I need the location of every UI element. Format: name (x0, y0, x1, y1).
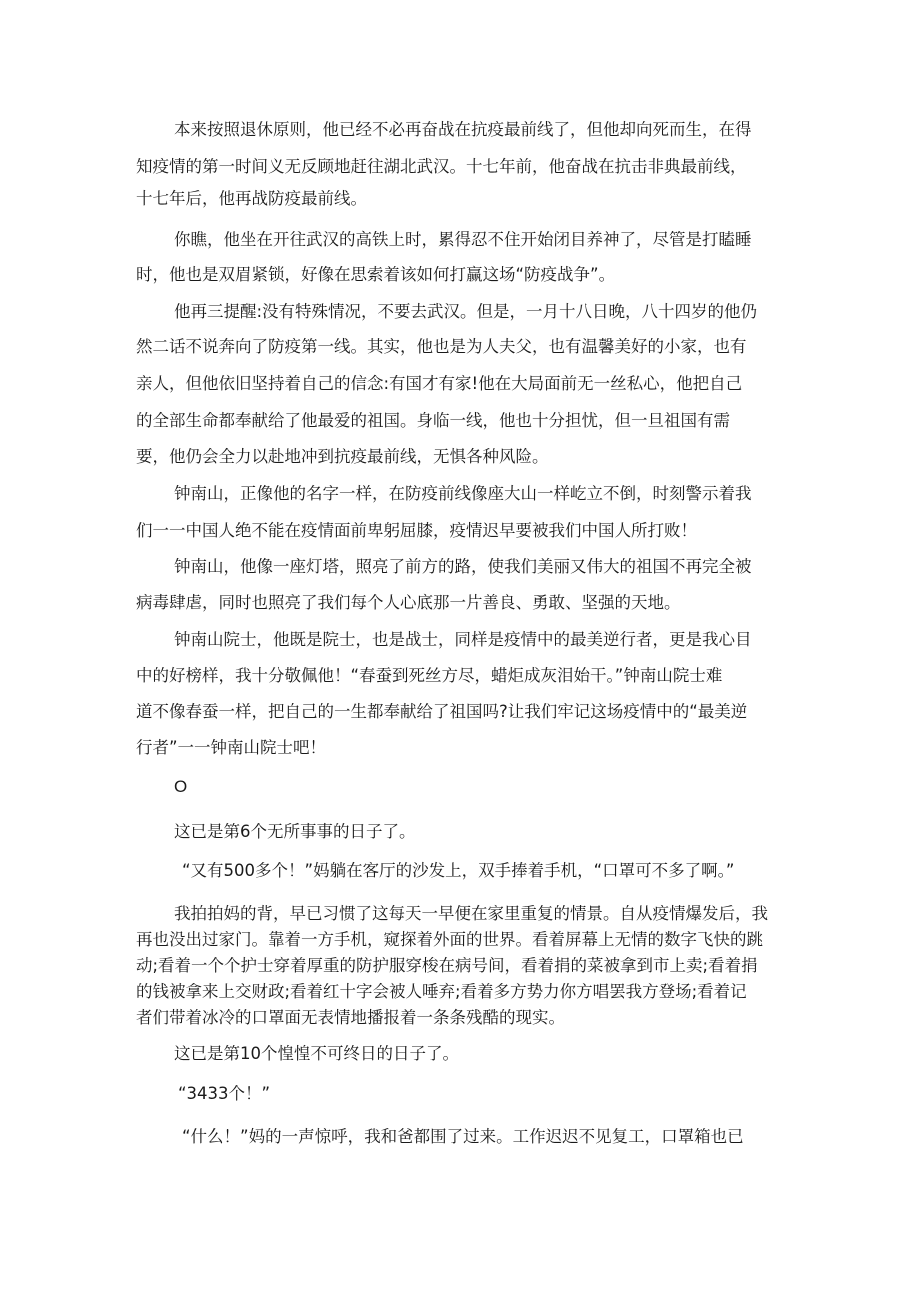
text-line: 时，他也是双眉紧锁，好像在思索着该如何打赢这场“防疫战争”。 (136, 265, 616, 284)
text-line: 十七年后，他再战防疫最前线。 (136, 189, 367, 208)
text-line: 要，他仍会全力以赴地冲到抗疫最前线，无惧各种风险。 (136, 447, 549, 466)
text-line: 动;看着一个个护士穿着厚重的防护服穿梭在病号间，看着捐的菜被拿到市上卖;看着捐 (136, 956, 758, 975)
section-separator: O (174, 777, 188, 796)
text-line: “3433个！” (178, 1084, 271, 1103)
text-line: 你瞧，他坐在开往武汉的高铁上时，累得忍不住开始闭目养神了，尽管是打瞌睡 (174, 230, 752, 249)
text-line: 他再三提醒:没有特殊情况，不要去武汉。但是，一月十八日晚，八十四岁的他仍 (174, 302, 758, 321)
text-line: 的钱被拿来上交财政;看着红十字会被人唾弃;看着多方势力你方唱罢我方登场;看着记 (136, 982, 747, 1001)
text-line: 这已是第6个无所事事的日子了。 (174, 822, 416, 841)
text-line: 我拍拍妈的背，早已习惯了这每天一早便在家里重复的情景。自从疫情爆发后，我 (174, 904, 768, 923)
text-line: 然二话不说奔向了防疫第一线。其实，他也是为人夫父，也有温馨美好的小家，也有 (136, 337, 747, 356)
text-line: “什么！”妈的一声惊呼，我和爸都围了过来。工作迟迟不见复工，口罩箱也已 (182, 1127, 744, 1146)
text-line: 的全部生命都奉献给了他最爱的祖国。身临一线，他也十分担忧，但一旦祖国有需 (136, 411, 730, 430)
text-line: 这已是第10个惶惶不可终日的日子了。 (174, 1044, 459, 1063)
text-line: 钟南山，他像一座灯塔，照亮了前方的路，使我们美丽又伟大的祖国不再完全被 (174, 557, 752, 576)
text-line: 中的好榜样，我十分敬佩他！“春蚕到死丝方尽，蜡炬成灰泪始干。”钟南山院士难 (136, 666, 723, 685)
text-line: 行者”一一钟南山院士吧！ (136, 738, 327, 757)
text-line: 钟南山，正像他的名字一样，在防疫前线像座大山一样屹立不倒，时刻警示着我 (174, 484, 752, 503)
text-line: 亲人，但他依旧坚持着自己的信念:有国才有家!他在大局面前无一丝私心，他把自己 (136, 374, 743, 393)
text-line: 知疫情的第一时间义无反顾地赶往湖北武汉。十七年前，他奋战在抗击非典最前线， (136, 157, 747, 176)
text-line: 病毒肆虐，同时也照亮了我们每个人心底那一片善良、勇敢、坚强的天地。 (136, 593, 681, 612)
text-line: 们一一中国人绝不能在疫情面前卑躬屈膝，疫情迟早要被我们中国人所打败！ (136, 521, 697, 540)
text-line: 再也没出过家门。靠着一方手机，窥探着外面的世界。看着屏幕上无情的数字飞快的跳 (136, 930, 763, 949)
text-line: 本来按照退休原则，他已经不必再奋战在抗疫最前线了，但他却向死而生，在得 (174, 120, 752, 139)
text-line: “又有500多个！”妈躺在客厅的沙发上，双手捧着手机，“口罩可不多了啊。” (182, 861, 735, 880)
text-line: 道不像春蚕一样，把自己的一生都奉献给了祖国吗?让我们牢记这场疫情中的“最美逆 (136, 702, 748, 721)
text-line: 者们带着冰冷的口罩面无表情地播报着一条条残酷的现实。 (136, 1008, 565, 1027)
text-line: 钟南山院士，他既是院士，也是战士，同样是疫情中的最美逆行者，更是我心目 (174, 630, 752, 649)
